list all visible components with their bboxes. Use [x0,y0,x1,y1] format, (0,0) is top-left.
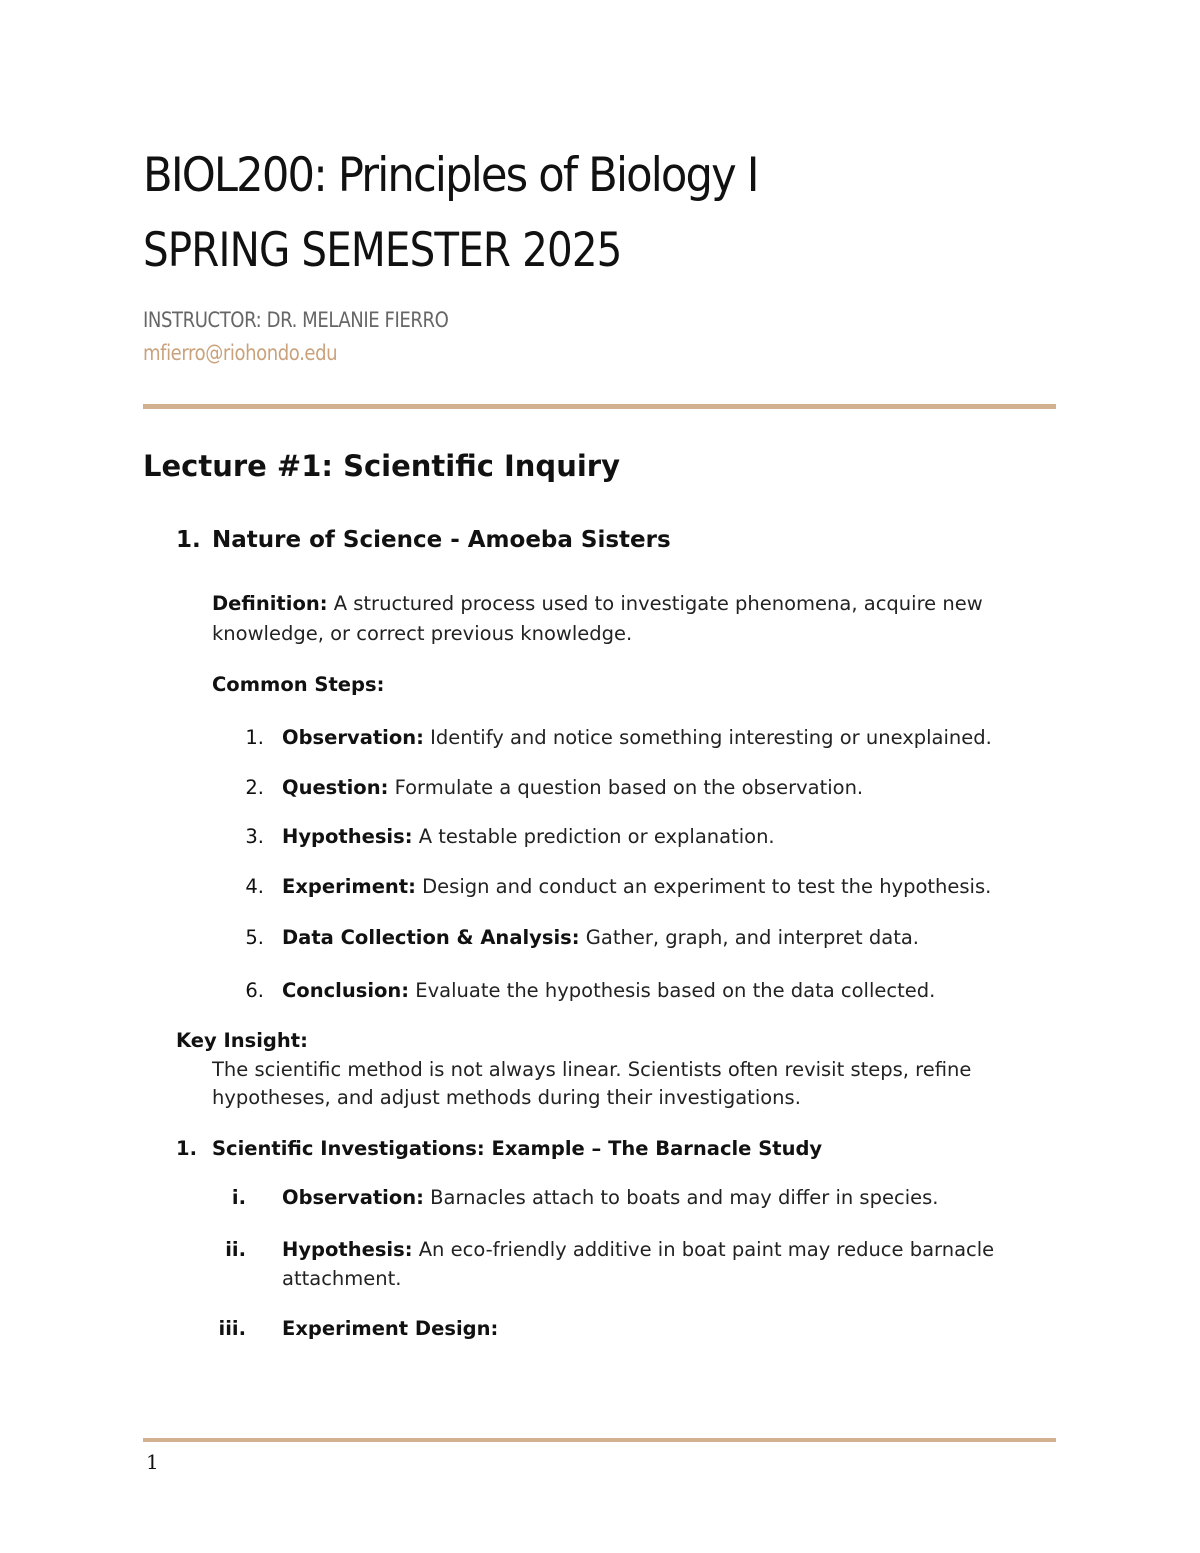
key-insight-line1: The scientific method is not always linear. Scientists often revisit steps, refine [212,1058,972,1081]
item-text: Barnacles attach to boats and may differ in species. [430,1186,939,1209]
barnacle-item [282,1238,994,1261]
step-number: 3. [245,825,264,848]
definition-line2: knowledge, or correct previous knowledge. [212,622,633,645]
step-item [282,776,863,799]
instructor-name: INSTRUCTOR: DR. MELANIE FIERRO [143,308,449,332]
course-title: BIOL200: Principles of Biology I [143,148,758,203]
lecture-title: Lecture #1: Scientific Inquiry [143,449,620,483]
section2-number: 1. [176,1137,197,1160]
item-label: Experiment Design: [282,1317,499,1340]
step-text: Gather, graph, and interpret data. [585,926,919,949]
step-number: 2. [245,776,264,799]
key-insight-line2: hypotheses, and adjust methods during their investigations. [212,1086,801,1109]
step-label: Experiment: [282,875,416,898]
item-text: An eco-friendly additive in boat paint may reduce barnacle [418,1238,995,1261]
step-text: Identify and notice something interesting or unexplained. [430,726,992,749]
section2-heading [212,1137,822,1160]
section1-number: 1. [176,527,201,553]
step-text: Formulate a question based on the observation. [394,776,864,799]
step-number: 6. [245,979,264,1002]
item-label: Hypothesis: [282,1238,413,1261]
item-label: Observation: [282,1186,424,1209]
step-label: Data Collection & Analysis: [282,926,580,949]
step-item [282,726,992,749]
definition-label: Definition: [212,592,328,615]
definition-text: A structured process used to investigate phenomena, acquire new [333,592,983,615]
step-item [282,926,919,949]
roman-number: ii. [225,1238,246,1261]
step-text: A testable prediction or explanation. [418,825,775,848]
step-number: 4. [245,875,264,898]
definition-line1 [212,592,983,615]
roman-number: i. [231,1186,246,1209]
step-number: 5. [245,926,264,949]
step-item [282,825,775,848]
section2-heading-part1: Scientific Investigations [212,1137,477,1160]
step-item [282,979,935,1002]
barnacle-item [282,1317,498,1340]
footer-divider [143,1438,1056,1442]
step-label: Question: [282,776,389,799]
step-label: Hypothesis: [282,825,413,848]
roman-number: iii. [218,1317,246,1340]
section1-heading: Nature of Science - Amoeba Sisters [212,527,671,553]
page-number: 1 [146,1450,159,1474]
step-text: Evaluate the hypothesis based on the data collected. [415,979,936,1002]
semester-title: SPRING SEMESTER 2025 [143,223,622,278]
header-divider [143,404,1056,409]
section2-heading-part2: : Example – The Barnacle Study [476,1137,823,1160]
step-label: Conclusion: [282,979,410,1002]
step-number: 1. [245,726,264,749]
common-steps-label: Common Steps: [212,673,385,696]
step-label: Observation: [282,726,424,749]
step-text: Design and conduct an experiment to test the hypothesis. [422,875,992,898]
item-text-continued: attachment. [282,1267,402,1290]
instructor-email-link[interactable]: mfierro@riohondo.edu [143,341,338,365]
step-item [282,875,991,898]
barnacle-item [282,1186,938,1209]
key-insight-label: Key Insight: [176,1029,308,1052]
